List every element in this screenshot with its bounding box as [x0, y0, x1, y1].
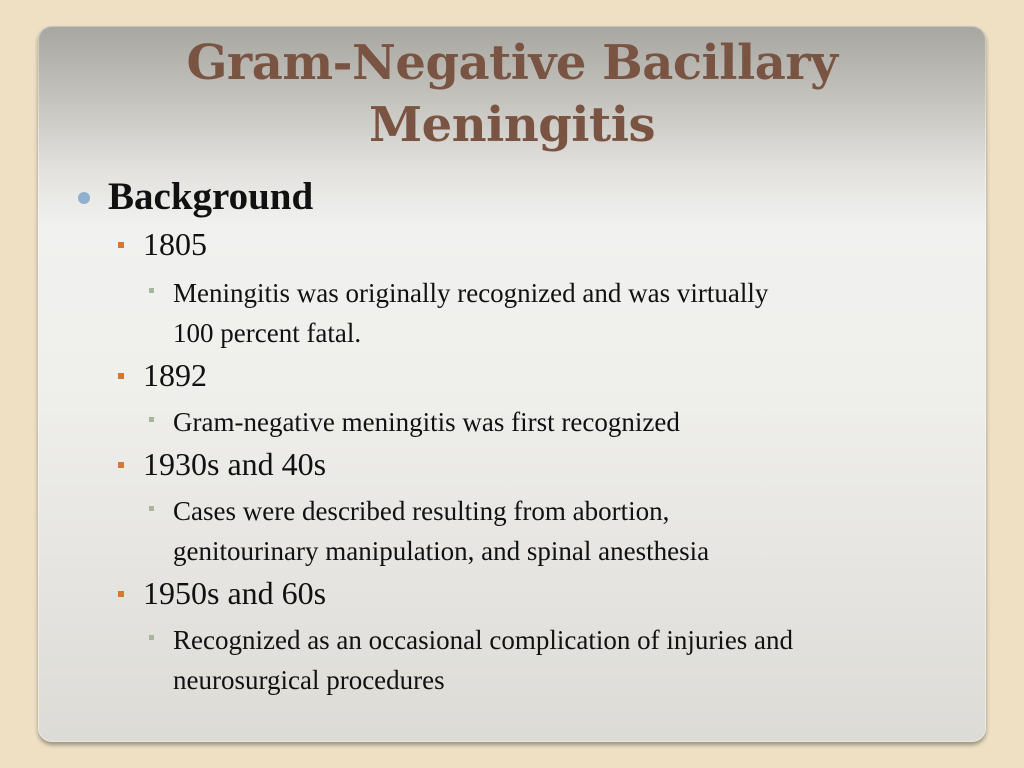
bullet-square-icon	[118, 373, 124, 379]
detail-1805	[173, 273, 973, 353]
detail-1805-line-2: 100 percent fatal.	[173, 318, 362, 348]
detail-1805-line-1: Meningitis was originally recognized and was virtually	[173, 278, 769, 308]
detail-1950s-60s-line-1: Recognized as an occasional complication of injuries and	[173, 625, 794, 655]
bullet-dot-icon	[78, 192, 90, 204]
bullet-square-small-icon	[149, 635, 154, 640]
detail-1930s-40s-line-1: Cases were described resulting from abortion,	[173, 496, 670, 526]
detail-1950s-60s-line-2: neurosurgical procedures	[173, 665, 445, 695]
year-heading-1950s-60s: 1950s and 60s	[143, 575, 327, 611]
slide-content	[38, 26, 986, 742]
title-line-1: Gram-Negative Bacillary	[186, 35, 838, 91]
detail-1950s-60s	[173, 620, 973, 700]
slide-panel	[38, 26, 986, 742]
detail-1892-line-1: Gram-negative meningitis was first recognized	[173, 407, 680, 437]
detail-1930s-40s	[173, 491, 973, 571]
year-heading-1930s-40s: 1930s and 40s	[143, 446, 327, 482]
bullet-square-icon	[118, 591, 124, 597]
detail-1930s-40s-line-2: genitourinary manipulation, and spinal anesthesia	[173, 536, 710, 566]
bullet-square-small-icon	[149, 417, 154, 422]
year-heading-1805: 1805	[143, 226, 207, 262]
bullet-square-icon	[118, 462, 124, 468]
year-heading-1892: 1892	[143, 357, 207, 393]
detail-1892	[173, 402, 973, 442]
title-line-2: Meningitis	[369, 97, 655, 153]
section-heading-background: Background	[108, 175, 314, 218]
bullet-square-small-icon	[149, 288, 154, 293]
bullet-square-icon	[118, 242, 124, 248]
bullet-square-small-icon	[149, 506, 154, 511]
